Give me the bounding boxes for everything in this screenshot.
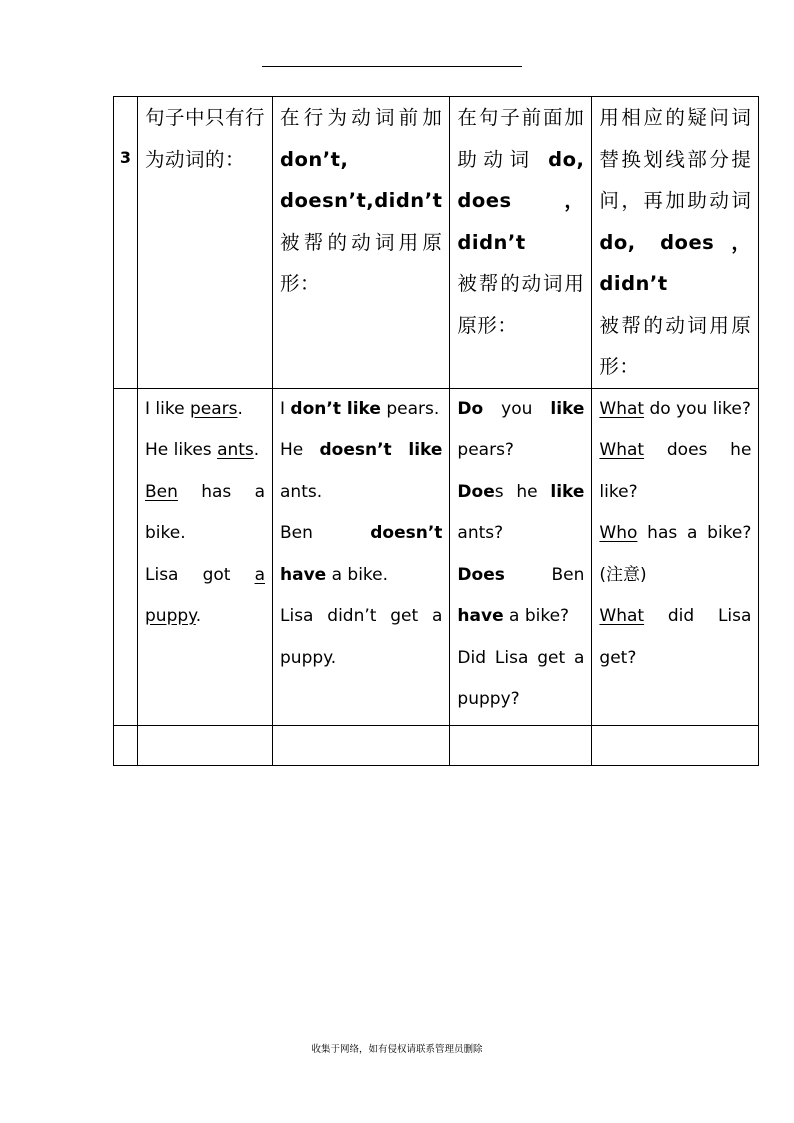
negative-example: Ben doesn’t have a bike. [280,523,443,585]
special-question-example: Who has a bike?(注意) [599,523,752,585]
affirmative-examples-cell [138,388,273,725]
table-row-header [114,97,759,389]
special-question-example: What does he like? [599,440,752,502]
special-question-examples-cell [592,388,759,725]
negative-example: He doesn’t like ants. [280,440,443,502]
general-question-examples-cell [450,388,592,725]
special-question-rule-note: 被帮的动词用原形： [599,313,752,378]
negative-example: I don’t like pears. [280,398,440,419]
general-question-example: Does he like ants? [457,481,585,543]
negative-rule-cell: 在行为动词前加 don’t, doesn’t,didn’t 被帮的动词用原形： [273,97,450,389]
affirmative-example: He likes ants. [145,440,260,460]
table-row-empty [114,725,759,765]
affirmative-example: Ben has a bike. [145,481,265,543]
general-question-rule-cell: 在句子前面加助动词 do, does，didn’t 被帮的动词用原形： [450,97,592,389]
special-question-rule-cell: 用相应的疑问词替换划线部分提问，再加助动词 do, does，didn’t 被帮的动词用原形： [592,97,759,389]
grammar-table [113,96,759,766]
general-question-example: Did Lisa get a puppy? [457,647,585,709]
negative-examples-cell [273,388,450,725]
footer-disclaimer: 收集于网络，如有侵权请联系管理员删除 [311,1044,483,1055]
header-rule [262,66,522,67]
row-number: 3 [114,97,138,389]
row-number-empty [114,388,138,725]
general-question-rule-note: 被帮的动词用原形： [457,272,585,337]
rule-condition-cell: 句子中只有行为动词的： [138,97,273,389]
affirmative-example: I like pears. [145,398,243,419]
general-question-example: Do you like pears? [457,398,585,460]
special-question-example: What did Lisa get? [599,606,752,668]
table-row-examples [114,388,759,725]
negative-rule-note: 被帮的动词用原形： [280,230,443,295]
general-question-example: Does Ben have a bike? [457,564,585,626]
special-question-example: What do you like? [599,398,751,419]
negative-example: Lisa didn’t get a puppy. [280,606,443,668]
affirmative-example: Lisa got a puppy. [145,564,265,626]
